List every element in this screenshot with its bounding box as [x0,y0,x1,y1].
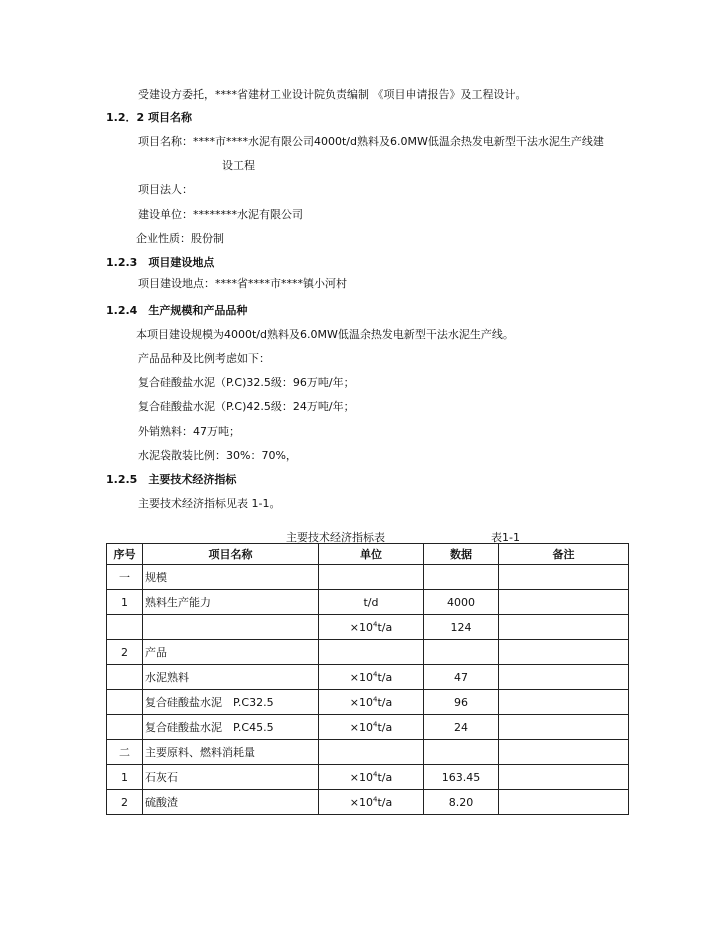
scale-line: 本项目建设规模为4000t/d熟料及6.0MW低温余热发电新型干法水泥生产线。 [136,328,514,341]
cell-data: 8.20 [424,790,499,815]
cell-name: 熟料生产能力 [143,590,319,615]
cell-note [499,665,629,690]
product-line-4: 水泥袋散装比例：30%：70%， [138,449,297,462]
table-row [107,665,629,690]
header-data: 数据 [424,544,499,565]
cell-no: 1 [107,765,143,790]
cell-unit [319,690,424,715]
intro-paragraph: 受建设方委托，****省建材工业设计院负责编制 《项目申请报告》及工程设计。 [138,88,527,101]
cell-unit [319,565,424,590]
cell-no: 一 [107,565,143,590]
header-name: 项目名称 [143,544,319,565]
cell-data: 163.45 [424,765,499,790]
unit-suffix: t/a [377,670,393,684]
cell-note [499,565,629,590]
cell-note [499,590,629,615]
cell-name: 复合硅酸盐水泥 P.C32.5 [143,690,319,715]
unit-suffix: t/a [377,695,393,709]
table-row [107,765,629,790]
table-row [107,590,629,615]
unit-prefix: ×10 [349,670,373,684]
unit-suffix: t/a [377,795,393,809]
cell-unit [319,790,424,815]
unit-exponent: 4 [372,794,378,803]
table-row [107,565,629,590]
heading-1-2-3: 1.2.3 项目建设地点 [106,256,215,269]
table-row [107,690,629,715]
heading-1-2-4: 1.2.4 生产规模和产品品种 [106,304,248,317]
unit-prefix: ×10 [349,795,373,809]
enterprise-nature-line: 企业性质：股份制 [136,232,224,245]
cell-unit [319,640,424,665]
table-row [107,790,629,815]
cell-note [499,740,629,765]
project-name-line-2: 设工程 [222,159,255,172]
indicators-ref-line: 主要技术经济指标见表 1-1。 [138,497,281,510]
cell-note [499,640,629,665]
table-row [107,715,629,740]
header-note: 备注 [499,544,629,565]
cell-unit [319,615,424,640]
cell-no: 2 [107,790,143,815]
unit-suffix: t/a [377,620,393,634]
header-unit: 单位 [319,544,424,565]
cell-no [107,615,143,640]
table-row [107,615,629,640]
cell-note [499,765,629,790]
cell-data: 24 [424,715,499,740]
cell-unit [319,715,424,740]
cell-no [107,715,143,740]
heading-1-2-2: 1.2．2 项目名称 [106,111,192,124]
cell-data: 124 [424,615,499,640]
cell-data: 96 [424,690,499,715]
cell-no [107,665,143,690]
cell-note [499,690,629,715]
legal-person-line: 项目法人： [138,183,193,196]
products-intro-line: 产品品种及比例考虑如下： [138,352,270,365]
cell-name: 硫酸渣 [143,790,319,815]
cell-name: 石灰石 [143,765,319,790]
unit-prefix: ×10 [349,770,373,784]
cell-name: 水泥熟料 [143,665,319,690]
cell-note [499,715,629,740]
unit-suffix: t/a [377,770,393,784]
cell-unit [319,740,424,765]
header-no: 序号 [107,544,143,565]
cell-data: 4000 [424,590,499,615]
construction-unit-line: 建设单位：********水泥有限公司 [138,208,303,221]
table-row [107,640,629,665]
cell-data: 47 [424,665,499,690]
cell-no: 1 [107,590,143,615]
cell-unit [319,765,424,790]
unit-exponent: 4 [372,619,378,628]
product-line-3: 外销熟料：47万吨； [138,425,240,438]
cell-name: 规模 [143,565,319,590]
unit-prefix: ×10 [349,695,373,709]
cell-note [499,615,629,640]
heading-1-2-5: 1.2.5 主要技术经济指标 [106,473,237,486]
unit-exponent: 4 [372,694,378,703]
cell-no [107,690,143,715]
unit-exponent: 4 [372,669,378,678]
unit-exponent: 4 [372,769,378,778]
table-number: 表1-1 [491,531,520,544]
cell-no: 二 [107,740,143,765]
table-row [107,740,629,765]
unit-prefix: ×10 [349,620,373,634]
unit-exponent: 4 [372,719,378,728]
table-header-row [107,544,629,565]
cell-data [424,565,499,590]
table-caption: 主要技术经济指标表 [286,531,385,544]
cell-unit [319,665,424,690]
project-name-line-1: 项目名称：****市****水泥有限公司4000t/d熟料及6.0MW低温余热发电新型干法水泥生产线建 [138,135,604,148]
indicators-table [106,543,629,815]
cell-name: 产品 [143,640,319,665]
cell-data [424,640,499,665]
cell-no: 2 [107,640,143,665]
unit-suffix: t/a [377,720,393,734]
cell-note [499,790,629,815]
unit-prefix: ×10 [349,720,373,734]
cell-name: 复合硅酸盐水泥 P.C45.5 [143,715,319,740]
cell-name: 主要原料、燃料消耗量 [143,740,319,765]
product-line-1: 复合硅酸盐水泥（P.C)32.5级：96万吨/年； [138,376,355,389]
location-line: 项目建设地点：****省****市****镇小河村 [138,277,347,290]
cell-unit: t/d [319,590,424,615]
cell-name [143,615,319,640]
product-line-2: 复合硅酸盐水泥（P.C)42.5级：24万吨/年； [138,400,355,413]
cell-data [424,740,499,765]
